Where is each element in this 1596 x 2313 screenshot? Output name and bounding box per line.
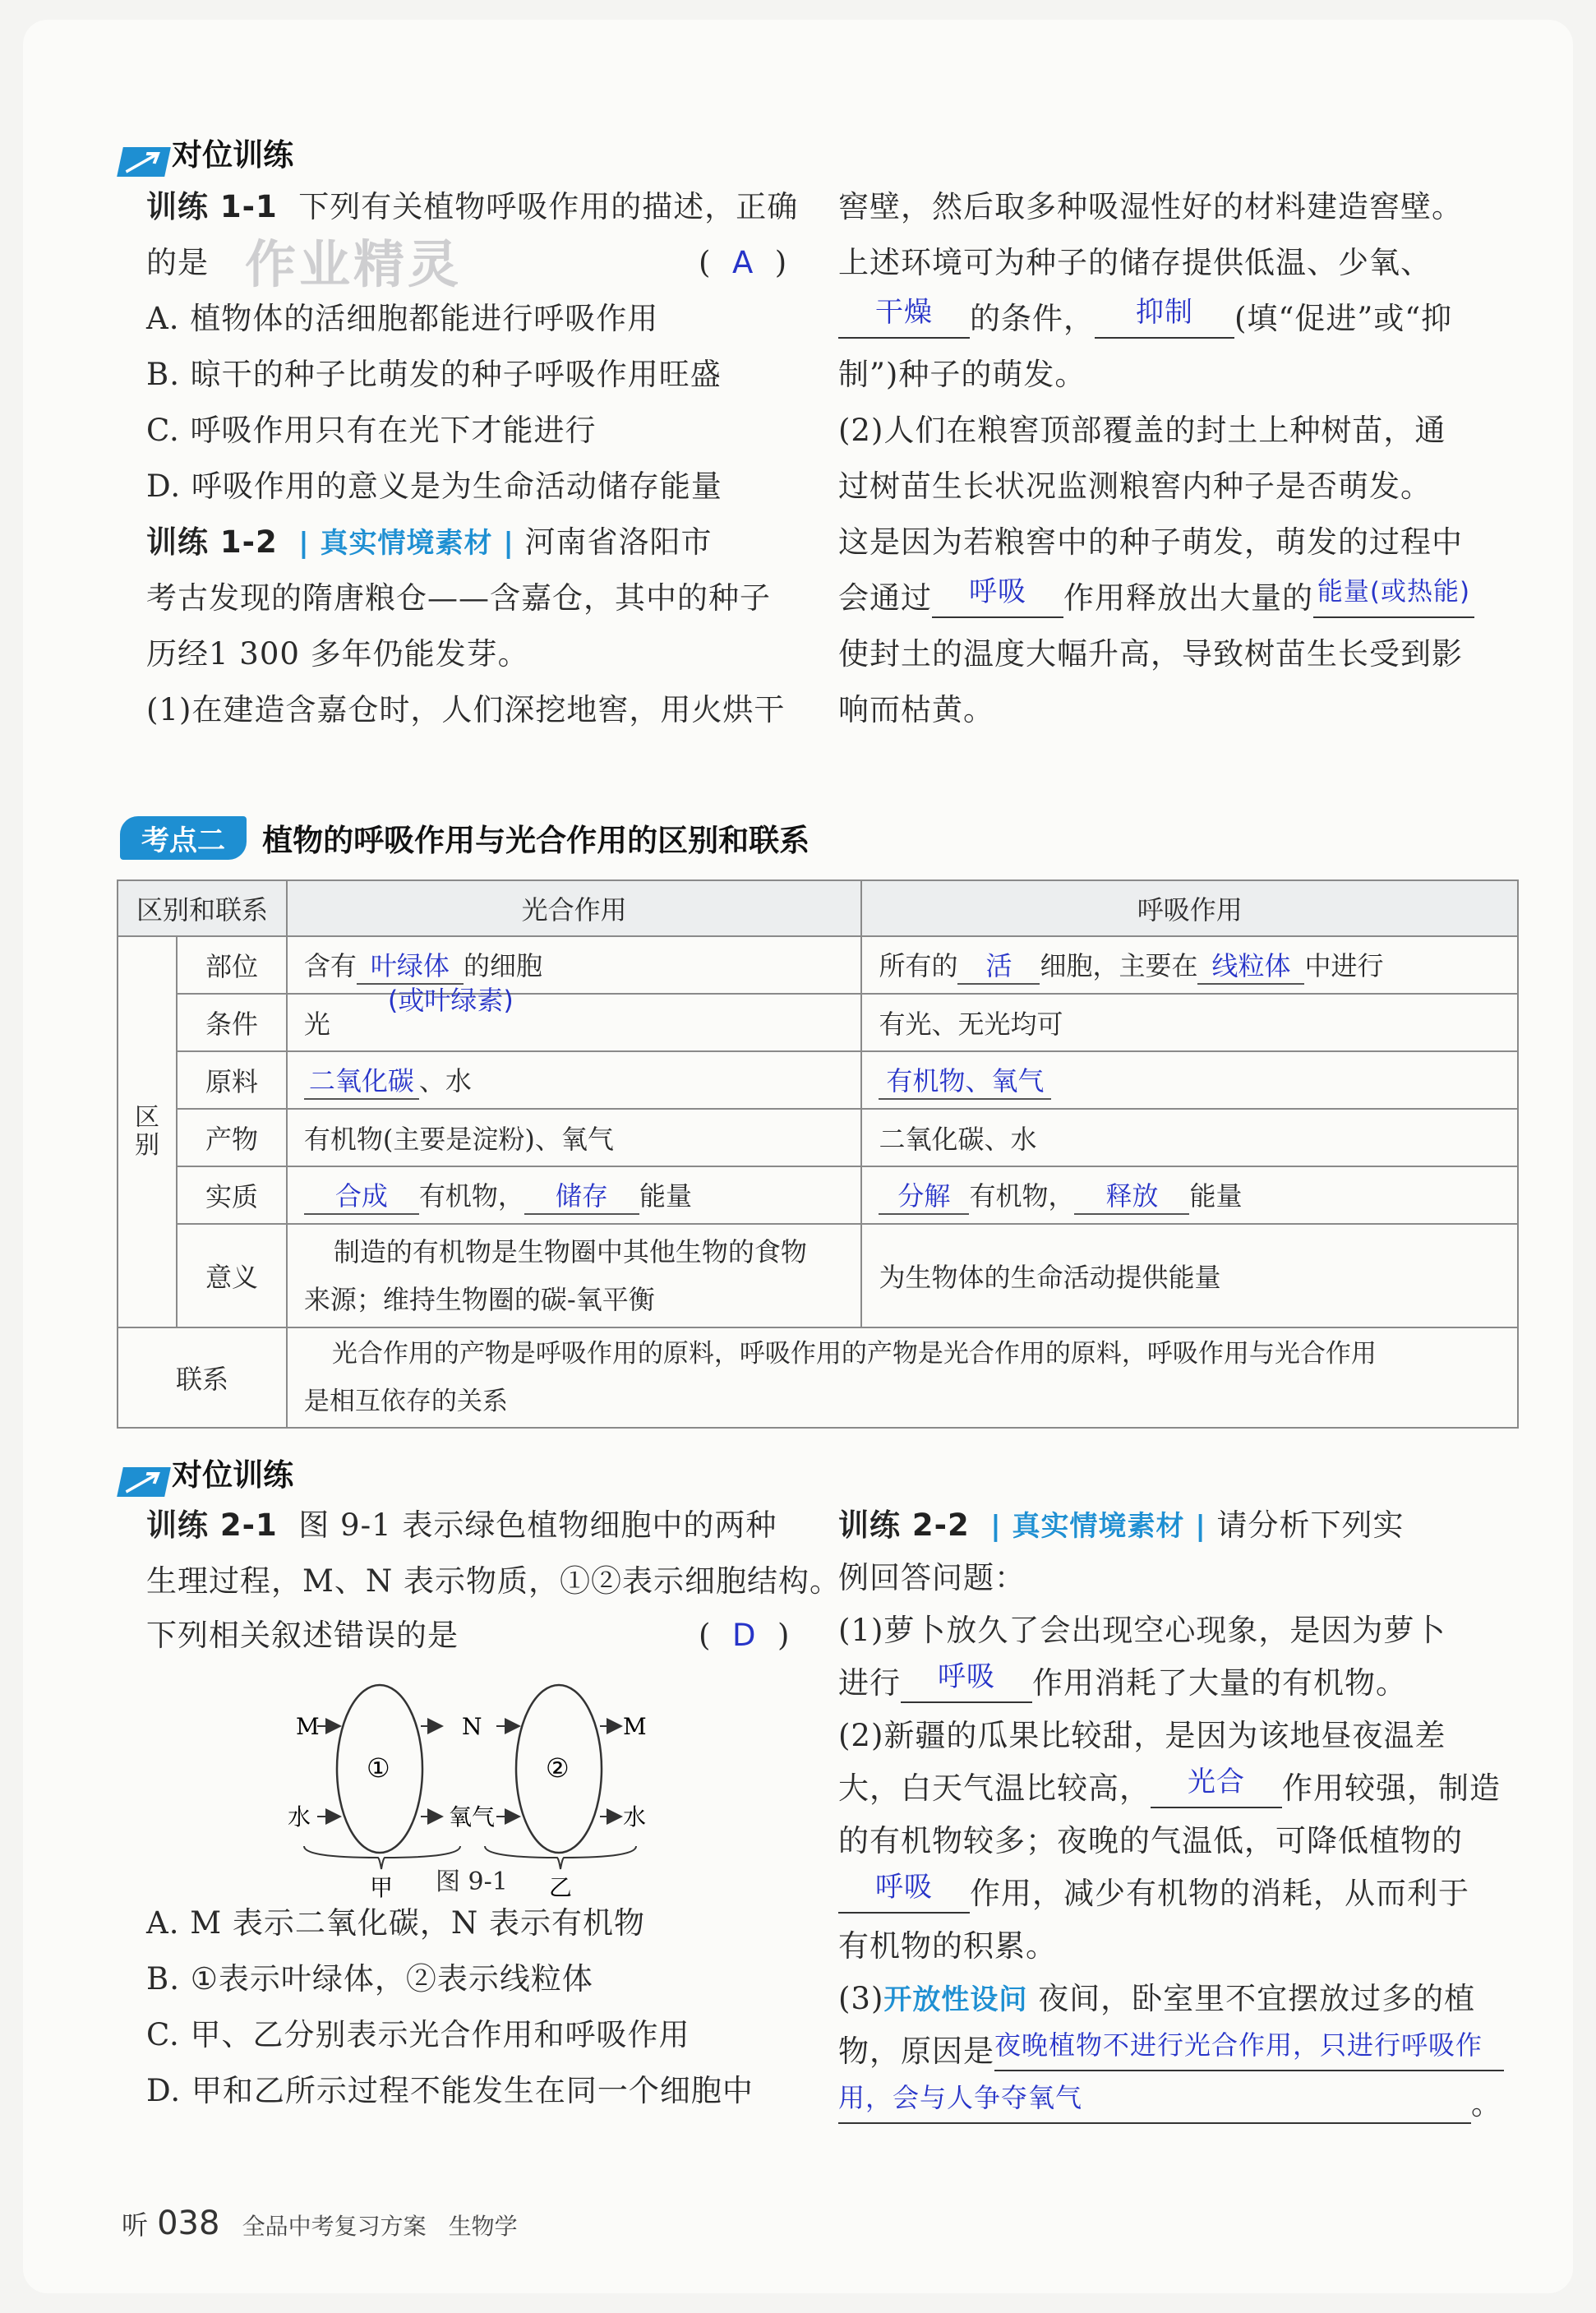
row-label: 产物 (177, 1109, 287, 1166)
table-row (118, 936, 1518, 994)
section-header-2 (120, 815, 810, 858)
table-cell: 光合作用的产物是呼吸作用的原料，呼吸作用的产物是光合作用的原料，呼吸作用与光合作用 是相互依存的关系 (287, 1327, 1518, 1428)
section-header-1 (120, 130, 293, 177)
diff-label: 区别 (118, 936, 177, 1327)
fig-label-1: ① (367, 1752, 390, 1784)
arrow-icon (117, 147, 171, 177)
answer-bracket: ( D ) (699, 1618, 791, 1653)
fill-line: 大，白天气温比较高， 光合 作用较强，制造 (838, 1769, 1501, 1808)
option-a: A. M 表示二氧化碳，N 表示有机物 (146, 1905, 646, 1941)
row-label: 原料 (177, 1051, 287, 1109)
table-row (118, 1109, 1518, 1166)
fill-line-2: 会通过 呼吸 作用释放出大量的 能量(或热能) (838, 579, 1474, 618)
subject-name: 生物学 (448, 2213, 518, 2240)
comparison-table (117, 879, 1519, 1429)
table-cell: 含有 叶绿体 的细胞 (或叶绿素) (287, 936, 862, 994)
fig-label-m2: M (623, 1713, 647, 1740)
row-label: 实质 (177, 1166, 287, 1224)
arrow-icon (117, 1467, 171, 1497)
table-row (118, 1327, 1518, 1428)
table-row (118, 1166, 1518, 1224)
answer-bracket: ( A ) (699, 245, 788, 280)
fill-line-1: 干燥 的条件， 抑制 (填“促进”或“抑 (838, 299, 1452, 339)
option-b: B. 晾干的种子比萌发的种子呼吸作用旺盛 (146, 357, 722, 392)
topic-title: 植物的呼吸作用与光合作用的区别和联系 (262, 823, 810, 858)
text-line: 制”)种子的萌发。 (838, 357, 1086, 392)
table-cell: 分解 有机物， 释放 能量 (861, 1166, 1518, 1224)
fig-label-n: N (462, 1713, 482, 1740)
text-line: 下列相关叙述错误的是 (146, 1618, 459, 1653)
header-cell: 光合作用 (287, 880, 862, 936)
watermark: 作业精灵 (245, 234, 463, 294)
fill-line: 物，原因是 夜晚植物不进行光合作用，只进行呼吸作 (838, 2032, 1504, 2071)
exercise-2-1-stem: 训练 2-1 图 9-1 表示绿色植物细胞中的两种 (146, 1507, 777, 1543)
table-cell: 二氧化碳 、水 (287, 1051, 862, 1109)
text-line: 这是因为若粮窖中的种子萌发，萌发的过程中 (838, 524, 1463, 560)
fig-label-jia: 甲 (370, 1874, 394, 1901)
table-cell: 二氧化碳、水 (861, 1109, 1518, 1166)
fill-line: 进行 呼吸 作用消耗了大量的有机物。 (838, 1664, 1407, 1703)
text-line: 使封土的温度大幅升高，导致树苗生长受到影 (838, 636, 1463, 672)
answer-blank: 夜晚植物不进行光合作用，只进行呼吸作 (994, 2035, 1504, 2071)
answer-blank: 抑制 (1095, 302, 1234, 339)
exercise-label: 训练 1-1 (146, 189, 278, 224)
option-c: C. 呼吸作用只有在光下才能进行 (146, 413, 597, 448)
text-line: 考古发现的隋唐粮仓——含嘉仓，其中的种子 (146, 580, 771, 616)
text-line: 生理过程，M、N 表示物质，①②表示细胞结构。 (146, 1563, 842, 1599)
fill-line: (3)开放性设问 夜间，卧室里不宜摆放过多的植 (838, 1981, 1476, 2016)
text-line: 过树苗生长状况监测粮窖内种子是否萌发。 (838, 469, 1432, 504)
page-number: 038 (157, 2205, 220, 2242)
answer-blank: 呼吸 (932, 582, 1063, 618)
fig-label-2: ② (546, 1752, 570, 1784)
table-cell: 光 (287, 994, 862, 1051)
text-line: (2)人们在粮窖顶部覆盖的封土上种树苗，通 (838, 413, 1446, 448)
section-title: 对位训练 (172, 137, 294, 173)
fill-line: 呼吸 作用，减少有机物的消耗，从而利于 (838, 1874, 1469, 1914)
open-question-tag: 开放性设问 (883, 1983, 1028, 2016)
text-line: 的有机物较多；夜晚的气温低，可降低植物的 (838, 1823, 1463, 1858)
topic-badge: 考点二 (120, 816, 247, 860)
answer-blank: 能量(或热能) (1313, 582, 1474, 618)
table-row (118, 1051, 1518, 1109)
answer-blank: 用，会与人争夺氧气 (838, 2088, 1471, 2124)
footer-prefix: 听 (122, 2209, 149, 2241)
fill-line: 用，会与人争夺氧气 。 (838, 2084, 1502, 2124)
option-a: A. 植物体的活细胞都能进行呼吸作用 (146, 301, 659, 336)
exercise-2-2-stem: 训练 2-2 | 真实情境素材 | 请分析下列实 (838, 1507, 1405, 1543)
footer (122, 2205, 518, 2242)
fig-label-oxygen: 氧气 (449, 1803, 496, 1831)
answer-blank: 呼吸 (838, 1877, 970, 1914)
option-d: D. 呼吸作用的意义是为生命活动储存能量 (146, 469, 722, 504)
answer-value: A (731, 245, 754, 280)
exercise-1-2-stem: 训练 1-2 | 真实情境素材 | 河南省洛阳市 (146, 524, 713, 560)
material-tag: | 真实情境素材 | (298, 527, 514, 560)
answer-blank: 干燥 (838, 302, 970, 339)
row-label: 意义 (177, 1224, 287, 1327)
answer-blank: 呼吸 (901, 1667, 1032, 1703)
fig-label-yi: 乙 (549, 1874, 573, 1901)
header-cell: 呼吸作用 (861, 880, 1518, 936)
header-cell: 区别和联系 (118, 880, 287, 936)
row-label: 部位 (177, 936, 287, 994)
text-line: 上述环境可为种子的储存提供低温、少氧、 (838, 245, 1432, 280)
text-line: (1)在建造含嘉仓时，人们深挖地窖，用火烘干 (146, 692, 786, 727)
table-header-row (118, 880, 1518, 936)
row-label: 条件 (177, 994, 287, 1051)
exercise-1-1-stem-2: 的是 (146, 245, 209, 280)
exercise-1-1-stem: 训练 1-1 下列有关植物呼吸作用的描述，正确 (146, 189, 799, 224)
text-line: 响而枯黄。 (838, 692, 994, 727)
row-label: 联系 (118, 1327, 287, 1428)
text-line: 历经1 300 多年仍能发芽。 (146, 636, 529, 672)
option-d: D. 甲和乙所示过程不能发生在同一个细胞中 (146, 2073, 754, 2108)
table-cell: 有光、无光均可 (861, 994, 1518, 1051)
table-cell: 制造的有机物是生物圈中其他生物的食物 来源；维持生物圈的碳-氧平衡 (287, 1224, 862, 1327)
fig-label-m: M (296, 1713, 320, 1740)
text-line: 窖壁，然后取多种吸湿性好的材料建造窖壁。 (838, 189, 1463, 224)
table-row (118, 994, 1518, 1051)
answer-blank: 光合 (1151, 1772, 1282, 1808)
table-cell: 合成 有机物， 储存 能量 (287, 1166, 862, 1224)
text-line: 有机物的积累。 (838, 1928, 1057, 1964)
table-cell: 所有的 活 细胞，主要在 线粒体 中进行 (861, 936, 1518, 994)
table-cell: 有机物(主要是淀粉)、氧气 (287, 1109, 862, 1166)
text-line: 例回答问题： (838, 1560, 1026, 1595)
section-header-3: 对位训练 (120, 1450, 293, 1497)
handwritten-note: (或叶绿素) (387, 985, 514, 1016)
table-cell: 有机物、氧气 (861, 1051, 1518, 1109)
option-c: C. 甲、乙分别表示光合作用和呼吸作用 (146, 2017, 690, 2052)
text-line: (1)萝卜放久了会出现空心现象，是因为萝卜 (838, 1613, 1446, 1648)
book-title: 全品中考复习方案 (242, 2213, 427, 2240)
figure-caption: 图 9-1 (436, 1867, 508, 1896)
option-b: B. ①表示叶绿体，②表示线粒体 (146, 1961, 593, 1997)
table-row (118, 1224, 1518, 1327)
fig-label-water-2: 水 (623, 1803, 647, 1831)
text-line: (2)新疆的瓜果比较甜，是因为该地昼夜温差 (838, 1718, 1446, 1753)
fig-label-water: 水 (288, 1803, 311, 1831)
table-cell: 为生物体的生命活动提供能量 (861, 1224, 1518, 1327)
